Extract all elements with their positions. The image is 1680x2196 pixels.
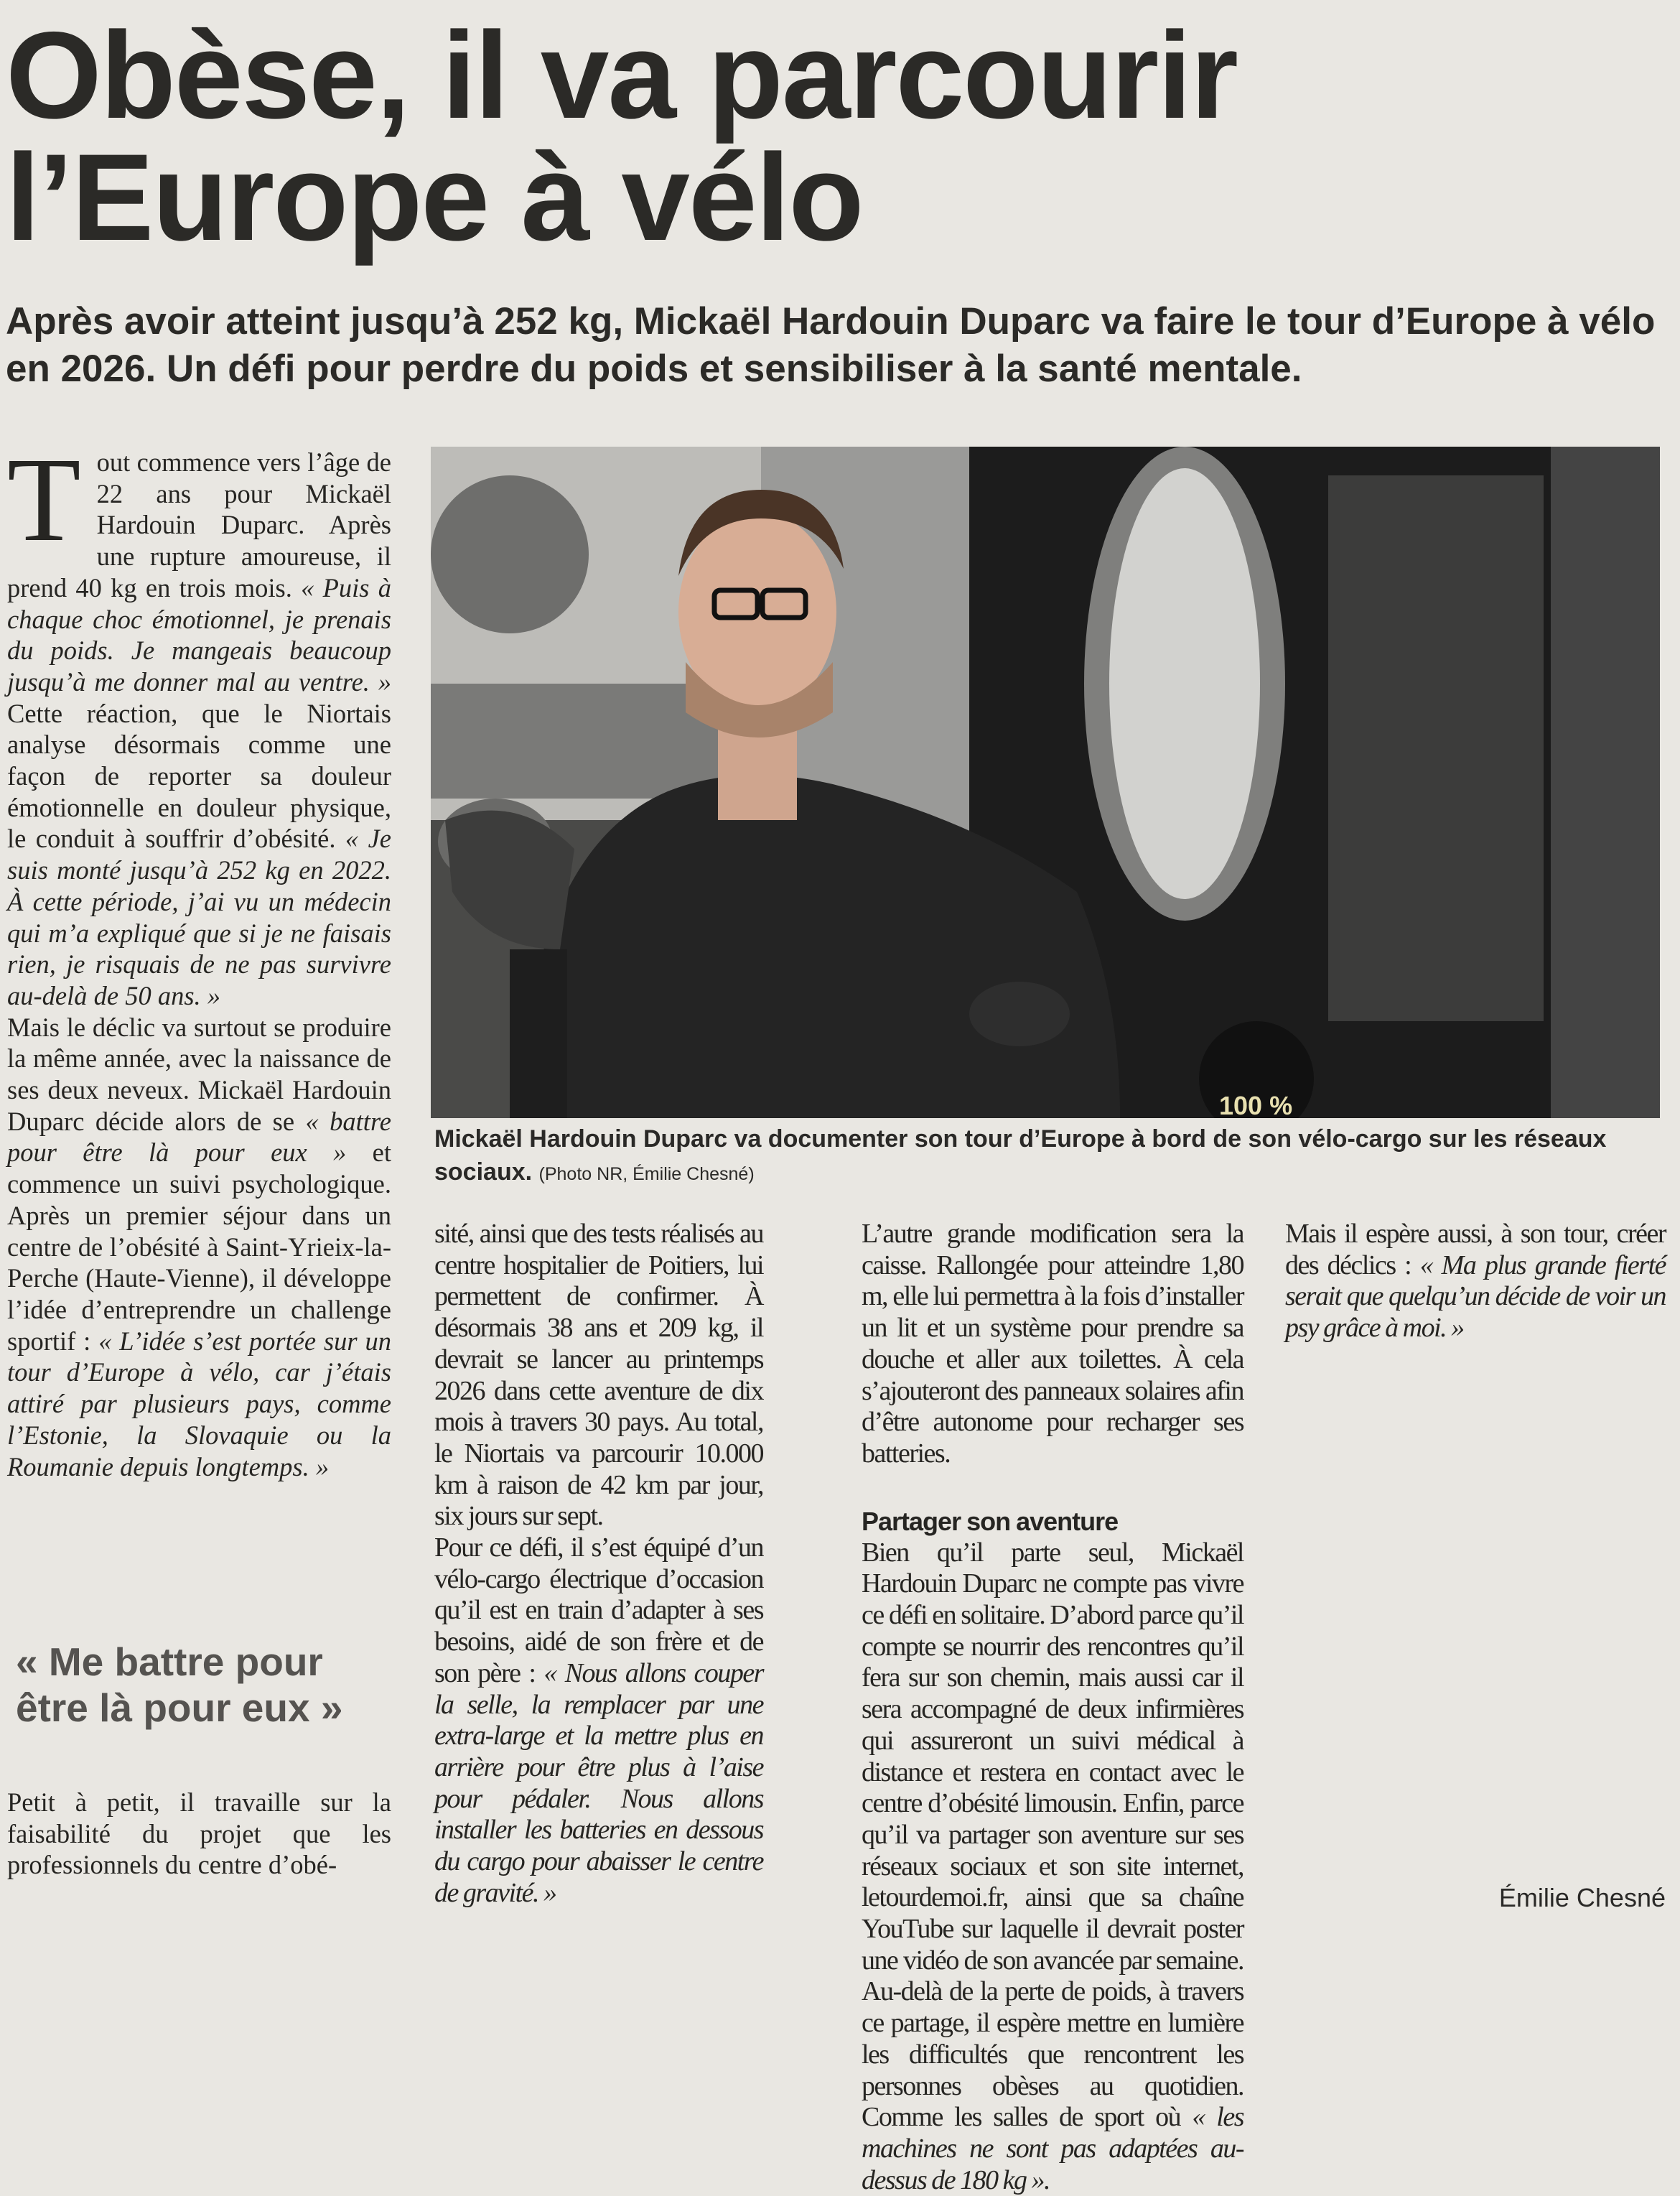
author-byline: Émilie Chesné xyxy=(1498,1883,1666,1912)
photo-caption xyxy=(434,1122,1666,1191)
text: Pour ce défi, il s’est équipé d’un vélo-cargo électrique d’occasion qu’il est en train d’adapter à ses besoins, aidé de son frère et de son père : xyxy=(434,1532,763,1688)
photo-illustration xyxy=(431,447,1660,1118)
paragraph: L’autre grande modification sera la caisse. Rallongée pour atteindre 1,80 m, elle lui permettra à la fois d’installer un lit et un système pour prendre sa douche et aller aux toilettes. À cela s’ajouteront des panneaux solaires afin d’être autonome pour recharger ses batteries. xyxy=(862,1219,1243,1469)
quote: « Nous allons couper la selle, la remplacer par une extra-large et la mettre plus en arrière pour être plus à l’aise pour pédaler. Nous allons installer les batteries en dessous du cargo pour abaisser le centre de gravité. » xyxy=(434,1657,764,1908)
text: Mais il espère aussi, à son tour, créer des déclics : xyxy=(1285,1219,1666,1280)
quote: « battre pour être là pour eux » xyxy=(7,1106,391,1168)
paragraph xyxy=(434,1532,763,1909)
article-photo xyxy=(431,447,1660,1118)
text: et commence un suivi psychologique. Après un premier séjour dans un centre de l’obésité à Saint-Yrieix-la-Perche (Haute-Vienne), il développe l’idée d’entreprendre un challenge sportif : xyxy=(7,1137,391,1356)
photo-credit: (Photo NR, Émilie Chesné) xyxy=(538,1164,755,1184)
headline xyxy=(6,6,1671,266)
article-column-2 xyxy=(434,1219,763,1909)
quote: « Ma plus grande fierté serait que quelqu’un décide de voir un psy grâce à moi. » xyxy=(1285,1250,1666,1344)
quote: « Je suis monté jusqu’à 252 kg en 2022. À cette période, j’ai vu un médecin qui m’a expliqué que si je ne faisais rien, je risquais de ne pas survivre au-delà de 50 ans. » xyxy=(7,824,392,1010)
article-column-3 xyxy=(862,1219,1243,2196)
quote: « les machines ne sont pas adaptées au-dessus de 180 kg ». xyxy=(862,2102,1243,2195)
article-column-1 xyxy=(7,433,392,1482)
pull-quote: « Me battre pour être là pour eux » xyxy=(16,1639,343,1730)
drop-cap: T xyxy=(7,433,81,567)
text: Cette réaction, que le Niortais analyse désormais comme une façon de reporter sa douleur émotionnelle en douleur physique, le conduit à souffrir d’obésité. xyxy=(7,698,391,854)
paragraph xyxy=(7,1012,391,1483)
paragraph xyxy=(862,1537,1243,2196)
quote: « L’idée s’est portée sur un tour d’Europe à vélo, car j’étais attiré par plusieurs pays, comme l’Estonie, la Slovaquie ou la Roumanie depuis longtemps. » xyxy=(7,1326,392,1481)
section-subtitle: Partager son aventure xyxy=(862,1506,1119,1536)
text: Bien qu’il parte seul, Mickaël Hardouin Duparc ne compte pas vivre ce défi en solitaire. D’abord parce qu’il compte se nourrir des rencontres qu’il fera sur son chemin, mais aussi car il sera accompagné de deux infirmières qui assureront un suivi médical à distance et restera en contact avec le centre d’obésité limousin. Enfin, parce qu’il va partager son aventure sur ses réseaux sociaux et son site internet, letourdemoi.fr, ainsi que sa chaîne YouTube sur laquelle il devrait poster une vidéo de son avancée par semaine. Au-delà de la perte de poids, à travers ce partage, il espère mettre en lumière les difficultés que rencontrent les personnes obèses au quotidien. Comme les salles de sport où xyxy=(862,1537,1243,2133)
caption-text: Mickaël Hardouin Duparc va documenter son tour d’Europe à bord de son vélo-cargo sur les réseaux sociaux. xyxy=(434,1125,1607,1186)
article-column-1-bottom xyxy=(7,1787,391,1881)
paragraph xyxy=(1285,1219,1666,1344)
paragraph: Petit à petit, il travaille sur la faisabilité du projet que les professionnels du centre d’obé- xyxy=(7,1787,391,1880)
headline-line-1: Obèse, il va parcourir xyxy=(6,6,1237,144)
text: out commence vers l’âge de 22 ans pour Mickaël Hardouin Duparc. Après une rupture amoureuse, il prend 40 kg en trois mois. xyxy=(7,447,391,602)
headline-line-2: l’Europe à vélo xyxy=(6,129,863,266)
paragraph: sité, ainsi que des tests réalisés au centre hospitalier de Poitiers, lui permettent de confirmer. À désormais 38 ans et 209 kg, il devrait se lancer au printemps 2026 dans cette aventure de dix mois à travers 30 pays. Au total, le Niortais va parcourir 10.000 km à raison de 42 km par jour, six jours sur sept. xyxy=(434,1219,763,1532)
subheadline: Après avoir atteint jusqu’à 252 kg, Mickaël Hardouin Duparc va faire le tour d’Europe à vélo en 2026. Un défi pour perdre du poids et sensibiliser à la santé mentale. xyxy=(6,300,1656,390)
sticker-text: 100 % xyxy=(1219,1091,1293,1118)
text: Mais le déclic va surtout se produire la même année, avec la naissance de ses deux neveux. Mickaël Hardouin Duparc décide alors de se xyxy=(7,1012,391,1136)
quote: « Puis à chaque choc émotionnel, je prenais du poids. Je mangeais beaucoup jusqu’à me donner mal au ventre. » xyxy=(7,572,391,697)
article-column-4 xyxy=(1285,1219,1666,1344)
